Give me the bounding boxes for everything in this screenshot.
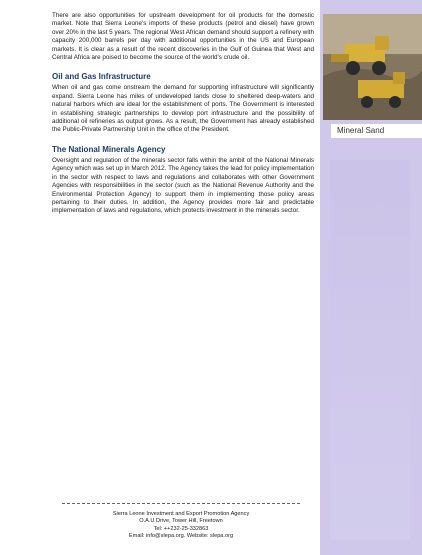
main-content	[52, 12, 314, 216]
footer-org: Sierra Leone Investment and Export Promotion Agency	[112, 511, 250, 517]
footer	[62, 511, 300, 541]
footer-divider	[62, 503, 300, 504]
intro-paragraph: There are also opportunities for upstream development for oil products for the domestic market. Note that Sierra Leone's imports of these products (petrol and diesel) have grown over 20% in the last 5 years. The regional West African demand should support a refinery with capacity 200,000 barrels per day with additional opportunities in the US and European markets. It is clear as a result of the recent discoveries in the Gulf of Guinea that West and Central Africa are poised to become the source of the world's crude oil.	[52, 12, 314, 62]
oil-gas-paragraph: When oil and gas come onstream the demand for supporting infrastructure will significantly expand. Sierra Leone has miles of undeveloped lands close to sheltered deep-waters and natural harbors which are ideal for the establishment of ports. The Government is interested in establishing strategic partnerships to develop port infrastructure and the possibility of additional oil refineries as output grows. As a result, the Government has already established the Public-Private Partnership Unit in the office of the President.	[52, 84, 314, 134]
mineral-sand-photo	[323, 14, 422, 120]
footer-contact: Email: info@slepa.org. Website: slepa.org	[128, 533, 234, 540]
mining-equipment-illustration	[323, 14, 422, 120]
photo-caption: Mineral Sand	[331, 124, 422, 138]
footer-address: O.A.U Drive, Tower Hill, Freetown	[139, 518, 223, 525]
sidebar-decoration	[330, 160, 410, 540]
minerals-agency-heading: The National Minerals Agency	[52, 144, 166, 154]
footer-tel: Tel: ++232-25-332863	[153, 525, 209, 532]
minerals-agency-paragraph: Oversight and regulation of the minerals sector falls within the ambit of the National Minerals Agency which was set up in March 2012. The Agency takes the lead for policy implementation in the sector with respect to laws and regulations and collaborates with other Government Agencies with responsibilities in the sector (such as the National Revenue Authority and the Environmental Protection Agency) to support them in implementing those policy areas pertaining to their duties. In addition, the Agency provides more fair and predictable implementation of laws and regulations, which protects investment in the minerals sector.	[52, 156, 314, 215]
oil-gas-heading: Oil and Gas Infrastructure	[52, 72, 151, 82]
